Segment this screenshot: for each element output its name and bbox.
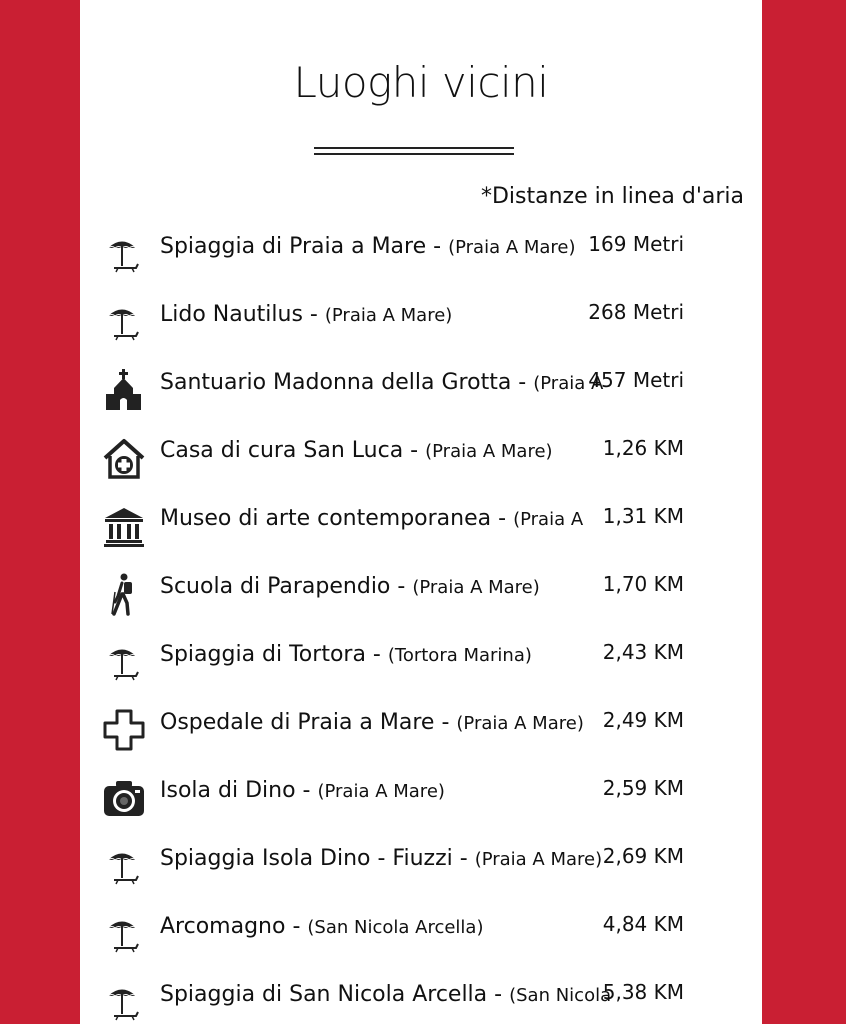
place-label	[160, 302, 620, 327]
place-distance: 169 Metri	[588, 232, 684, 256]
place-distance: 2,59 KM	[602, 776, 684, 800]
place-name: Isola di Dino	[160, 778, 296, 803]
place-name: Spiaggia di San Nicola Arcella	[160, 982, 488, 1007]
place-area: (San Nicola Arcella)	[307, 917, 484, 938]
left-red-border	[0, 0, 80, 1024]
beach-umbrella-icon	[102, 232, 146, 276]
place-distance: 1,31 KM	[602, 504, 684, 528]
place-label	[160, 846, 620, 871]
place-label	[160, 438, 620, 463]
distance-note: *Distanze in linea d'aria	[480, 184, 744, 209]
place-row[interactable]	[80, 562, 762, 622]
title-divider	[314, 147, 514, 155]
place-distance: 2,49 KM	[602, 708, 684, 732]
place-area: (Praia A Mare)	[448, 237, 576, 258]
place-name: Santuario Madonna della Grotta	[160, 370, 512, 395]
place-label	[160, 574, 620, 599]
beach-umbrella-icon	[102, 912, 146, 956]
place-separator: -	[295, 778, 318, 803]
place-area: (San Nicola	[509, 985, 612, 1006]
place-distance: 1,70 KM	[602, 572, 684, 596]
place-distance: 5,38 KM	[602, 980, 684, 1004]
place-area: (Praia A Mare)	[474, 849, 603, 870]
beach-umbrella-icon	[102, 640, 146, 684]
place-name: Scuola di Parapendio	[160, 574, 391, 599]
place-name: Arcomagno	[160, 914, 286, 939]
nearby-places-panel	[80, 0, 762, 1024]
place-label	[160, 710, 620, 735]
place-name: Spiaggia Isola Dino - Fiuzzi	[160, 846, 453, 871]
church-icon	[102, 368, 146, 412]
place-separator: -	[390, 574, 413, 599]
place-separator: -	[426, 234, 449, 259]
place-area: (Praia A Mare)	[456, 713, 584, 734]
place-distance: 4,84 KM	[602, 912, 684, 936]
place-separator: -	[491, 506, 514, 531]
place-separator: -	[434, 710, 457, 735]
place-area: (Praia A	[513, 509, 584, 530]
place-separator: -	[285, 914, 308, 939]
place-row[interactable]	[80, 290, 762, 350]
place-separator: -	[511, 370, 534, 395]
place-separator: -	[487, 982, 510, 1007]
place-distance: 268 Metri	[588, 300, 684, 324]
place-label	[160, 914, 620, 939]
place-row[interactable]	[80, 494, 762, 554]
page-title: Luoghi vicini	[293, 58, 549, 107]
place-row[interactable]	[80, 358, 762, 418]
right-red-border	[762, 0, 846, 1024]
place-name: Lido Nautilus	[160, 302, 303, 327]
place-separator: -	[365, 642, 388, 667]
place-row[interactable]	[80, 630, 762, 690]
place-label	[160, 370, 620, 395]
beach-umbrella-icon	[102, 980, 146, 1024]
camera-icon	[102, 776, 146, 820]
place-row[interactable]	[80, 698, 762, 758]
place-name: Casa di cura San Luca	[160, 438, 404, 463]
place-distance: 2,43 KM	[602, 640, 684, 664]
place-label	[160, 642, 620, 667]
place-label	[160, 506, 620, 531]
place-area: (Praia A Mare)	[324, 305, 453, 326]
place-label	[160, 234, 620, 259]
place-area: (Praia A Mare)	[317, 781, 445, 802]
place-area: (Tortora Marina)	[387, 645, 532, 666]
place-area: (Praia A Mare)	[425, 441, 553, 462]
place-area: (Praia A	[533, 373, 604, 394]
hospital-cross-icon	[102, 708, 146, 752]
place-distance: 457 Metri	[588, 368, 684, 392]
place-row[interactable]	[80, 970, 762, 1024]
place-name: Spiaggia di Praia a Mare	[160, 234, 427, 259]
place-name: Ospedale di Praia a Mare	[160, 710, 435, 735]
place-separator: -	[403, 438, 426, 463]
place-label	[160, 778, 620, 803]
clinic-house-icon	[102, 436, 146, 480]
place-row[interactable]	[80, 902, 762, 962]
place-distance: 1,26 KM	[602, 436, 684, 460]
museum-icon	[102, 504, 146, 548]
beach-umbrella-icon	[102, 300, 146, 344]
place-separator: -	[302, 302, 325, 327]
place-distance: 2,69 KM	[602, 844, 684, 868]
place-row[interactable]	[80, 766, 762, 826]
place-label	[160, 982, 620, 1007]
place-row[interactable]	[80, 426, 762, 486]
place-row[interactable]	[80, 222, 762, 282]
place-name: Spiaggia di Tortora	[160, 642, 366, 667]
beach-umbrella-icon	[102, 844, 146, 888]
hiker-icon	[102, 572, 146, 616]
place-area: (Praia A Mare)	[412, 577, 540, 598]
place-name: Museo di arte contemporanea	[160, 506, 492, 531]
place-separator: -	[452, 846, 475, 871]
place-row[interactable]	[80, 834, 762, 894]
